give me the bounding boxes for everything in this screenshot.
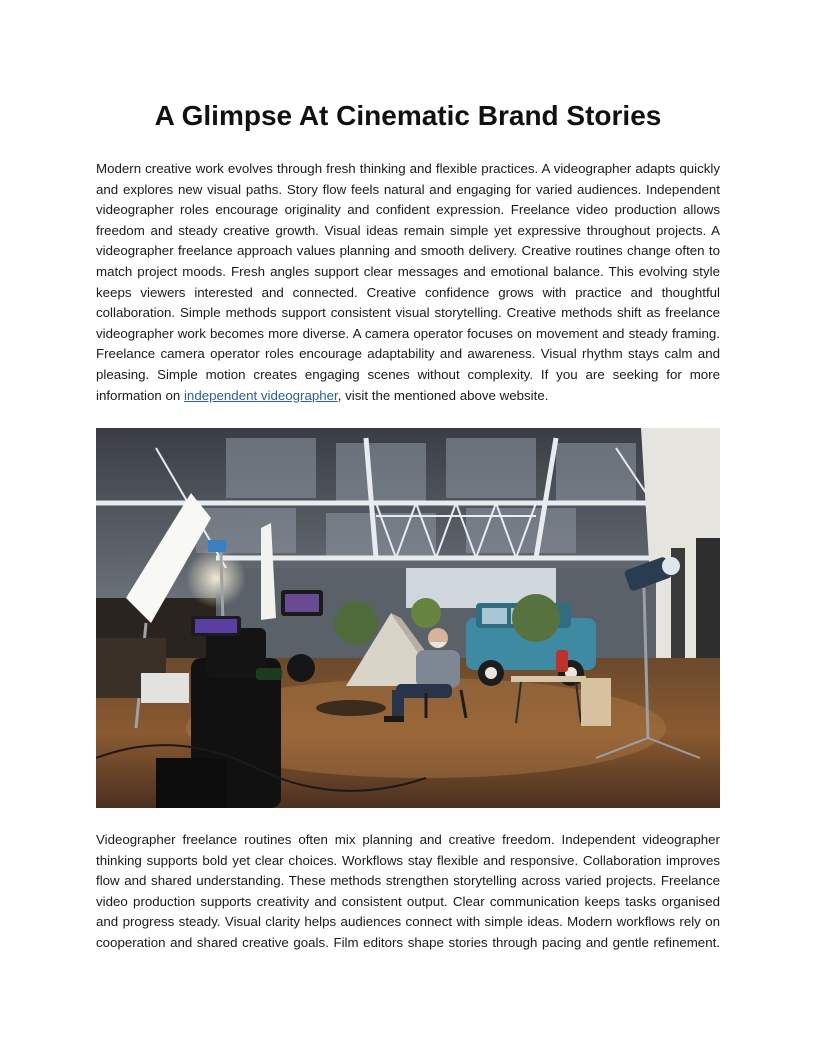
intro-paragraph bbox=[96, 159, 720, 406]
intro-paragraph-end: , visit the mentioned above website. bbox=[337, 387, 549, 403]
independent-videographer-link[interactable]: independent videographer bbox=[183, 387, 338, 403]
page-title: A Glimpse At Cinematic Brand Stories bbox=[154, 100, 662, 131]
studio-scene-illustration bbox=[96, 428, 720, 808]
intro-paragraph-text: Modern creative work evolves through fresh thinking and flexible practices. A videographer adapts quickly and explores new visual paths. Story flow feels natural and engaging for varied audiences. Independent videographer roles encourage originality and confident expression. Freelance video production allows freedom and steady creative growth. Visual ideas remain simple yet expressive throughout projects. A videographer freelance approach values planning and smooth delivery. Creative routines change often to match project moods. Fresh angles support clear messages and emotional balance. This evolving style keeps viewers interested and connected. Creative confidence grows with practice and thoughtful collaboration. Simple methods support consistent visual storytelling. Creative methods shift as freelance videographer work becomes more diverse. A camera operator focuses on movement and steady framing. Freelance camera operator roles encourage adaptability and awareness. Visual rhythm stays calm and pleasing. Simple motion creates engaging scenes without complexity. If you are seeking for more information on bbox=[96, 161, 720, 403]
studio-photo bbox=[96, 428, 720, 808]
second-paragraph: Videographer freelance routines often mix planning and creative freedom. Independent videographer thinking supports bold yet clear choices. Workflows stay flexible and responsive. Collaboration improves flow and shared understanding. These methods strengthen storytelling across varied projects. Freelance video production supports creativity and consistent output. Clear communication keeps tasks organised and progress steady. Visual clarity helps audiences connect with simple ideas. Modern workflows rely on cooperation and shared creative goals. Film editors shape stories through pacing and gentle refinement. bbox=[96, 832, 720, 950]
